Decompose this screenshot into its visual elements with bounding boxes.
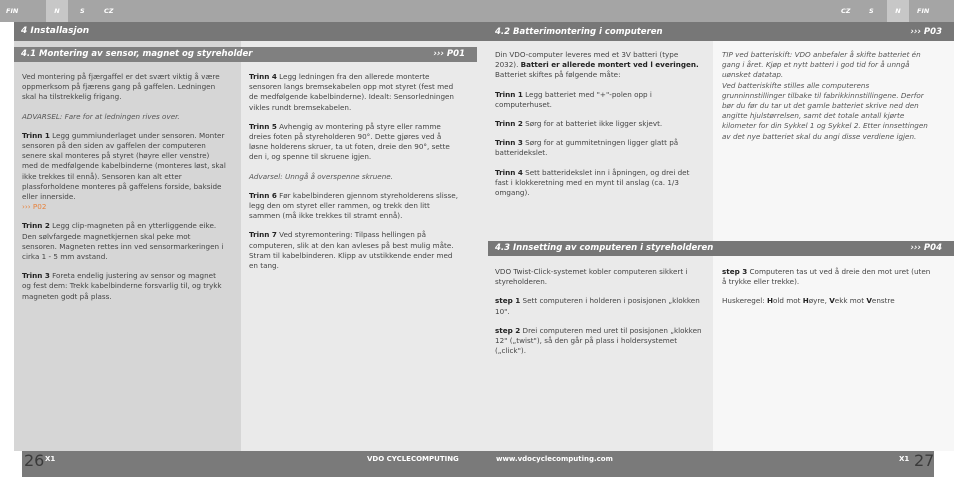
picture-ref: ››› P02: [22, 202, 47, 212]
step-text: Legg ledningen fra den allerede monterte sensoren langs bremsekabelen opp mot styret (fest med de medfølgende kabelbinderne). Idealt: Sensorledningen vikles rundt bremsekabelen.: [249, 72, 454, 112]
picture-ref: ››› P04: [910, 243, 942, 253]
step-text: Foreta endelig justering av sensor og magnet og fest dem: Trekk kabelbinderne forsvarlig til, og trykk magneten godt på plass.: [22, 271, 222, 301]
lang-s: S: [80, 7, 85, 15]
warning-text: Advarsel: Unngå å overspenne skruene.: [249, 171, 393, 181]
tip-text: TIP ved batteriskift: VDO anbefaler å skifte batteriet én gang i året. Kjøp et nytt batteri i god tid for å unngå uønsket datatap.: [722, 50, 921, 80]
right-column-3: [495, 267, 705, 365]
step-label: step 1: [495, 296, 521, 306]
rule-letter: V: [829, 296, 835, 306]
step-text: Legg gummiunderlaget under sensoren. Monter sensoren på den siden av gaffelen der computeren senere skal monteres på styret (høyre eller venstre) med de medfølgende kabelbinderne (monteres løst, skal ikke trekkes til ennå). Sensoren kan alt etter plassforholdene monteres på gaffelens forside, bakside eller innerside.: [22, 130, 226, 202]
picture-ref: ››› P01: [433, 49, 465, 59]
step-label: Trinn 2: [22, 221, 50, 231]
step-label: Trinn 7: [249, 230, 277, 240]
right-column-1: [495, 50, 700, 207]
step-text: Drei computeren med uret til posisjonen „klokken 12" („twist"), så den går på plass i holdersystemet („click").: [495, 325, 702, 356]
step-label: Trinn 2: [495, 119, 523, 129]
right-column-4: [722, 267, 932, 316]
step-label: Trinn 5: [249, 121, 277, 131]
rule-text: ekk mot: [834, 296, 867, 306]
intro-text: Din VDO-computer leveres med et 3V batteri (type 2032).: [495, 50, 679, 70]
lang-fin: FIN: [6, 7, 19, 15]
rule-letter: V: [866, 296, 872, 306]
subsection-title: 4.3 Innsetting av computeren i styreholderen: [495, 243, 714, 253]
footer-brand: VDO CYCLECOMPUTING: [367, 455, 459, 463]
lang-n-active: N: [887, 0, 909, 22]
subsection-heading-43: [488, 241, 954, 256]
step-text: Sørg for at batteriet ikke ligger skjevt.: [522, 119, 663, 129]
footer-model: X1: [45, 455, 56, 463]
memory-rule: [722, 296, 932, 306]
step-text: Legg clip-magneten på en ytterliggende eike. Den sølvfargede magnetkjernen skal peke mot sensoren. Magneten rettes inn ved sensormarkeringen i cirka 1 - 5 mm avstand.: [22, 221, 224, 262]
step-text: Avhengig av montering på styre eller ramme dreies foten på styreholderen 90°. Dette gjøres ved å løsne holderens skruer, ta ut foten, dreie den 90°, sette den i, og spenne til skruene igjen.: [249, 121, 450, 162]
lang-cz: CZ: [104, 7, 114, 15]
page-number: 26: [24, 451, 44, 477]
step-text: Ved styremontering: Tilpass hellingen på computeren, slik at den kan avleses på best mulig måte. Stram til kabelbinderen. Klipp av utstikkende ender med en tang.: [249, 230, 454, 271]
left-column-1: [22, 72, 227, 311]
intro-text: VDO Twist-Click-systemet kobler computeren sikkert i styreholderen.: [495, 267, 688, 287]
step-label: Trinn 3: [22, 271, 50, 281]
step-text: Sett computeren i holderen i posisjonen „klokken 10".: [495, 296, 700, 316]
rule-letter: H: [802, 296, 809, 306]
rule-text: enstre: [871, 296, 895, 306]
step-text: Computeren tas ut ved å dreie den mot uret (uten å trykke eller trekke).: [722, 267, 931, 287]
right-column-2: [722, 50, 930, 151]
rule-prefix: Huskeregel:: [722, 296, 767, 306]
section-title: 4 Installasjon: [21, 26, 90, 36]
lang-s: S: [869, 7, 874, 15]
step-text: Før kabelbinderen gjennom styreholderens slisse, legg den om styret eller rammen, og trekk den litt sammen (må ikke trekkes til stramt ennå).: [249, 190, 458, 221]
intro-text-end: Batteriet skiftes på følgende måte:: [495, 70, 621, 80]
step-label: Trinn 4: [495, 167, 523, 177]
intro-text: Ved montering på fjærgaffel er det svært viktig å være oppmerksom på fjærens gang på gaffelen. Ledningen skal ha tilstrekkelig frigang.: [22, 72, 220, 102]
warning-text: ADVARSEL: Fare for at ledningen rives over.: [22, 111, 180, 121]
lang-fin: FIN: [917, 7, 930, 15]
page-number: 27: [914, 451, 934, 477]
subsection-title: 4.1 Montering av sensor, magnet og styreholder: [21, 49, 253, 59]
language-bar-right: [477, 0, 954, 22]
rule-text: old mot: [772, 296, 803, 306]
step-label: Trinn 1: [495, 89, 523, 99]
rule-text: øyre,: [808, 296, 830, 306]
left-column-2: [249, 72, 461, 280]
section-heading: [14, 22, 477, 41]
lang-cz: CZ: [841, 7, 851, 15]
language-bar-left: [0, 0, 477, 22]
step-label: Trinn 6: [249, 190, 277, 200]
picture-ref: ››› P03: [910, 27, 942, 37]
step-label: Trinn 4: [249, 72, 277, 81]
intro-bold: Batteri er allerede montert ved l everingen.: [520, 60, 699, 70]
step-text: Sørg for at gummitetningen ligger glatt på batteridekslet.: [495, 138, 679, 158]
lang-n-active: N: [46, 0, 68, 22]
footer-url: www.vdocyclecomputing.com: [496, 455, 613, 463]
step-text: Legg batteriet med "+"-polen opp i computerhuset.: [495, 89, 652, 109]
right-page: [477, 0, 954, 477]
step-label: step 3: [722, 267, 748, 276]
step-label: Trinn 1: [22, 130, 50, 140]
subsection-title: 4.2 Batterimontering i computeren: [495, 27, 663, 37]
subsection-heading-42: [488, 25, 954, 40]
step-text: Sett batteridekslet inn i åpningen, og drei det fast i klokkeretning med en mynt til anslag (ca. 1/3 omgang).: [495, 167, 690, 198]
subsection-heading: [14, 47, 477, 62]
footer-model: X1: [899, 455, 910, 463]
tip-text: Ved batteriskifte stilles alle computerens grunninnstillinger tilbake til fabrikkinnstillingene. Derfor bør du før du tar ut det gamle batteriet skrive ned den angitte hjulstørrelsen, samt det totale antall kjørte kilometer for din Sykkel 1 og Sykkel 2. Etter innsettingen av det nye batteriet skal du angi disse verdiene igjen.: [722, 80, 928, 141]
rule-letter: H: [766, 296, 773, 306]
step-label: step 2: [495, 325, 521, 335]
step-label: Trinn 3: [495, 138, 523, 148]
